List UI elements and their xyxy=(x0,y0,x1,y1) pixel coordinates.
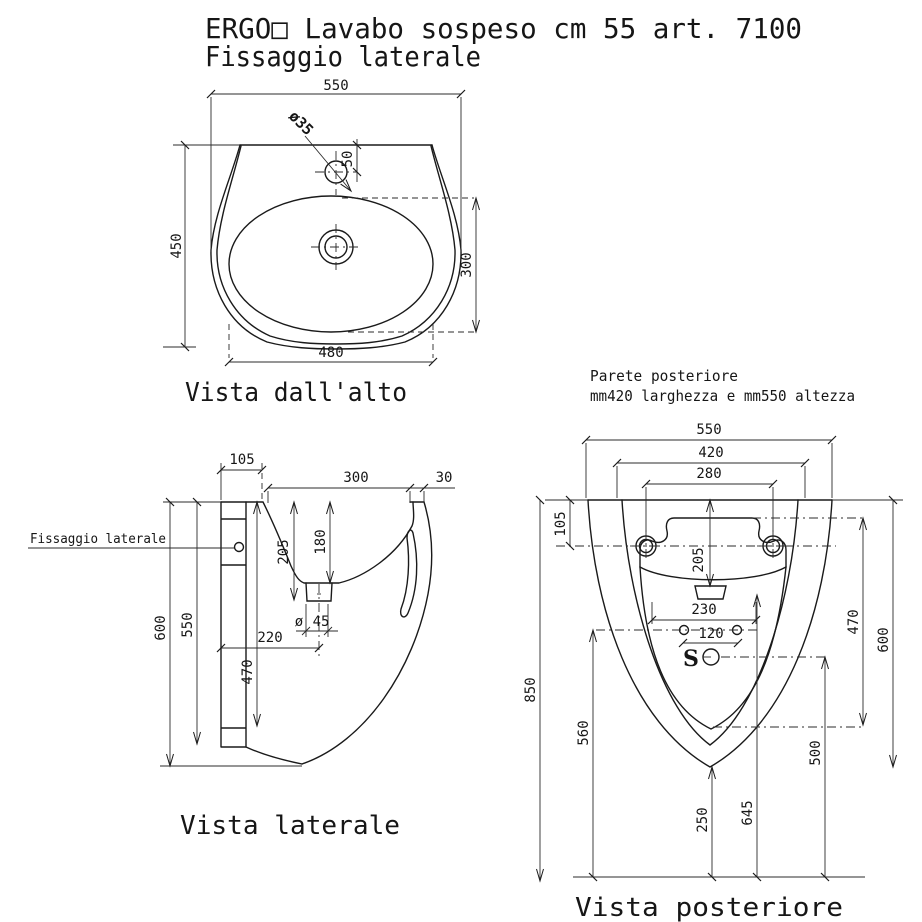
dim-rear-560: 560 xyxy=(576,720,592,746)
top-view-caption: Vista dall'alto xyxy=(185,378,407,408)
siphon-letter: S xyxy=(683,646,699,672)
dim-side-470: 470 xyxy=(240,659,256,685)
top-view-geometry xyxy=(211,145,461,349)
bowl-rim xyxy=(229,196,433,332)
drawing-subtitle: Fissaggio laterale xyxy=(205,40,481,73)
rear-view xyxy=(523,367,903,922)
dim-rear-420: 420 xyxy=(698,445,724,461)
dim-side-220: 220 xyxy=(257,630,283,646)
side-view-caption: Vista laterale xyxy=(180,811,400,841)
siphon-symbol xyxy=(703,649,719,665)
drain-hole-top xyxy=(311,224,361,270)
top-view-dimensions xyxy=(163,78,476,362)
rear-note-line2: mm420 larghezza e mm550 altezza xyxy=(590,387,855,405)
rear-view-note xyxy=(590,367,855,405)
dim-side-205: 205 xyxy=(276,539,292,565)
dim-tap-offset-50: 50 xyxy=(340,150,356,168)
title-block xyxy=(205,12,802,73)
dim-rear-550: 550 xyxy=(696,422,722,438)
dim-rear-600: 600 xyxy=(876,627,892,653)
dim-rear-105: 105 xyxy=(553,511,569,537)
rear-view-dimensions xyxy=(523,422,893,881)
dim-drain-symbol: ø xyxy=(294,614,304,630)
dim-rear-500: 500 xyxy=(808,740,824,766)
dim-rear-250: 250 xyxy=(695,807,711,833)
dim-drain-45: 45 xyxy=(312,614,330,630)
dim-top-450: 450 xyxy=(169,233,185,259)
rear-note-line1: Parete posteriore xyxy=(590,367,738,385)
side-view xyxy=(28,452,455,841)
drain-rear xyxy=(695,586,726,599)
dim-rear-230: 230 xyxy=(691,602,717,618)
dim-rear-850: 850 xyxy=(523,677,539,703)
dim-tap-diameter: ø35 xyxy=(285,107,318,139)
dim-rear-205: 205 xyxy=(691,547,707,573)
dim-rear-470: 470 xyxy=(846,609,862,635)
dim-top-550: 550 xyxy=(323,78,349,94)
dim-rear-120: 120 xyxy=(698,626,724,642)
dim-side-180: 180 xyxy=(313,529,329,555)
top-view xyxy=(163,78,476,408)
drawing-title: ERGO□ Lavabo sospeso cm 55 art. 7100 xyxy=(205,12,802,45)
dim-top-300: 300 xyxy=(459,252,475,278)
side-view-dimensions xyxy=(28,452,455,766)
dim-side-30: 30 xyxy=(435,470,453,486)
rear-view-caption: Vista posteriore xyxy=(575,893,843,922)
side-fixing-hole xyxy=(235,543,244,552)
dim-side-105: 105 xyxy=(229,452,255,468)
dim-rear-645: 645 xyxy=(740,800,756,826)
rear-view-geometry xyxy=(545,500,903,877)
dim-side-300: 300 xyxy=(343,470,369,486)
dim-rear-280: 280 xyxy=(696,466,722,482)
dim-top-480: 480 xyxy=(318,345,344,361)
fixing-label: Fissaggio laterale xyxy=(30,532,167,547)
dim-side-550: 550 xyxy=(180,612,196,638)
dim-side-600: 600 xyxy=(153,615,169,641)
